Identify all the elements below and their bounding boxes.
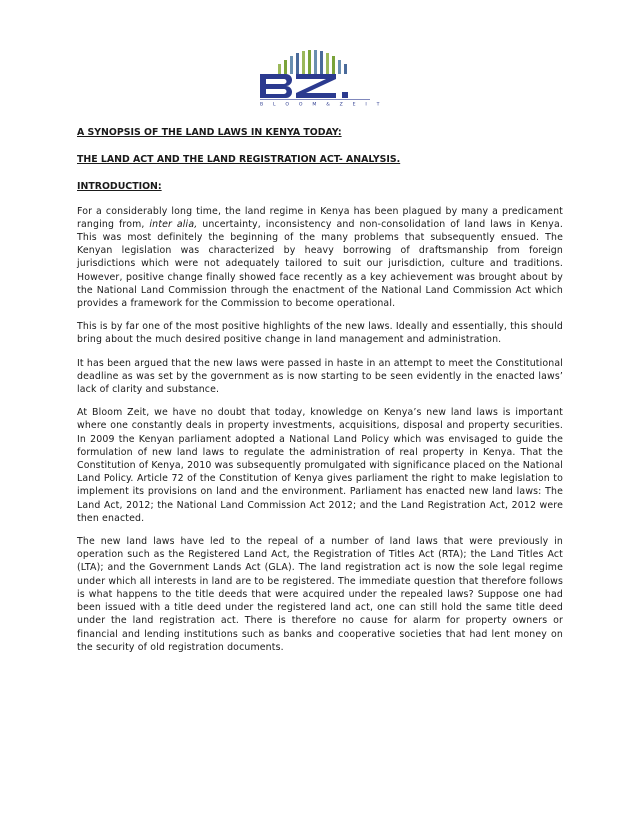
- paragraph-3: It has been argued that the new laws were passed in haste in an attempt to meet the Constitutional deadline as was set by the government as is now starting to be seen evidently in the enacted laws’ lack of clarity and substance.: [77, 357, 563, 396]
- document-title: A SYNOPSIS OF THE LAND LAWS IN KENYA TODAY:: [77, 127, 342, 138]
- bloom-zeit-logo-mark: [250, 48, 388, 106]
- document-body: [77, 126, 563, 664]
- paragraph-4: At Bloom Zeit, we have no doubt that today, knowledge on Kenya’s new land laws is important where one constantly deals in property investments, acquisitions, disposal and property securities. In 2009 the Kenyan parliament adopted a National Land Policy which was envisaged to guide the formulation of new land laws to regulate the administration of real property in Kenya. That the Constitution of Kenya, 2010 was subsequently promulgated with significance placed on the National Land Policy. Article 72 of the Constitution of Kenya gives parliament the right to make legislation to implement its provisions on land and the environment. Parliament has enacted new land laws: The Land Act, 2012; the National Land Commission Act 2012; and the Land Registration Act, 2012 were then enacted.: [77, 407, 563, 524]
- paragraph-1-rest: uncertainty, inconsistency and non-consolidation of land laws in Kenya. This was most definitely the beginning of the many problems that subsequently ensued. The Kenyan legislation was characterized by heavy borrowing of draftsmanship from foreign jurisdictions which were not adequately tailored to suit our jurisdiction, culture and traditions. However, positive change finally showed face recently as a key achievement was brought about by the National Land Commission through the enactment of the National Land Commission Act which provides a framework for the Commission to become operational.: [77, 218, 563, 310]
- introduction-heading: INTRODUCTION:: [77, 181, 162, 193]
- paragraph-1-italic: inter alia,: [149, 218, 198, 230]
- document-subtitle: THE LAND ACT AND THE LAND REGISTRATION ACT- ANALYSIS.: [77, 154, 401, 166]
- bloom-zeit-logo: [250, 48, 388, 106]
- paragraph-1-start: For a considerably long time, the land regime in Kenya has been plagued by many a predicament ranging from,: [77, 205, 563, 230]
- logo-wordmark: B L O O M & Z E I T: [260, 102, 384, 106]
- paragraph-1: [77, 205, 563, 311]
- paragraph-5: The new land laws have led to the repeal of a number of land laws that were previously in operation such as the Registered Land Act, the Registration of Titles Act (RTA); the Land Titles Act (LTA); and the Government Lands Act (GLA). The land registration act is now the sole legal regime under which all interests in land are to be registered. The immediate question that therefore follows is what happens to the title deeds that were acquired under the repealed laws? Suppose one had been issued with a title deed under the registered land act, one can still hold the same title deed under the land registration act. There is therefore no cause for alarm for property owners or financial and lending institutions such as banks and cooperative societies that had lent money on the security of old registration documents.: [77, 536, 563, 653]
- paragraph-2: This is by far one of the most positive highlights of the new laws. Ideally and essentially, this should bring about the much desired positive change in land management and administration.: [77, 321, 563, 346]
